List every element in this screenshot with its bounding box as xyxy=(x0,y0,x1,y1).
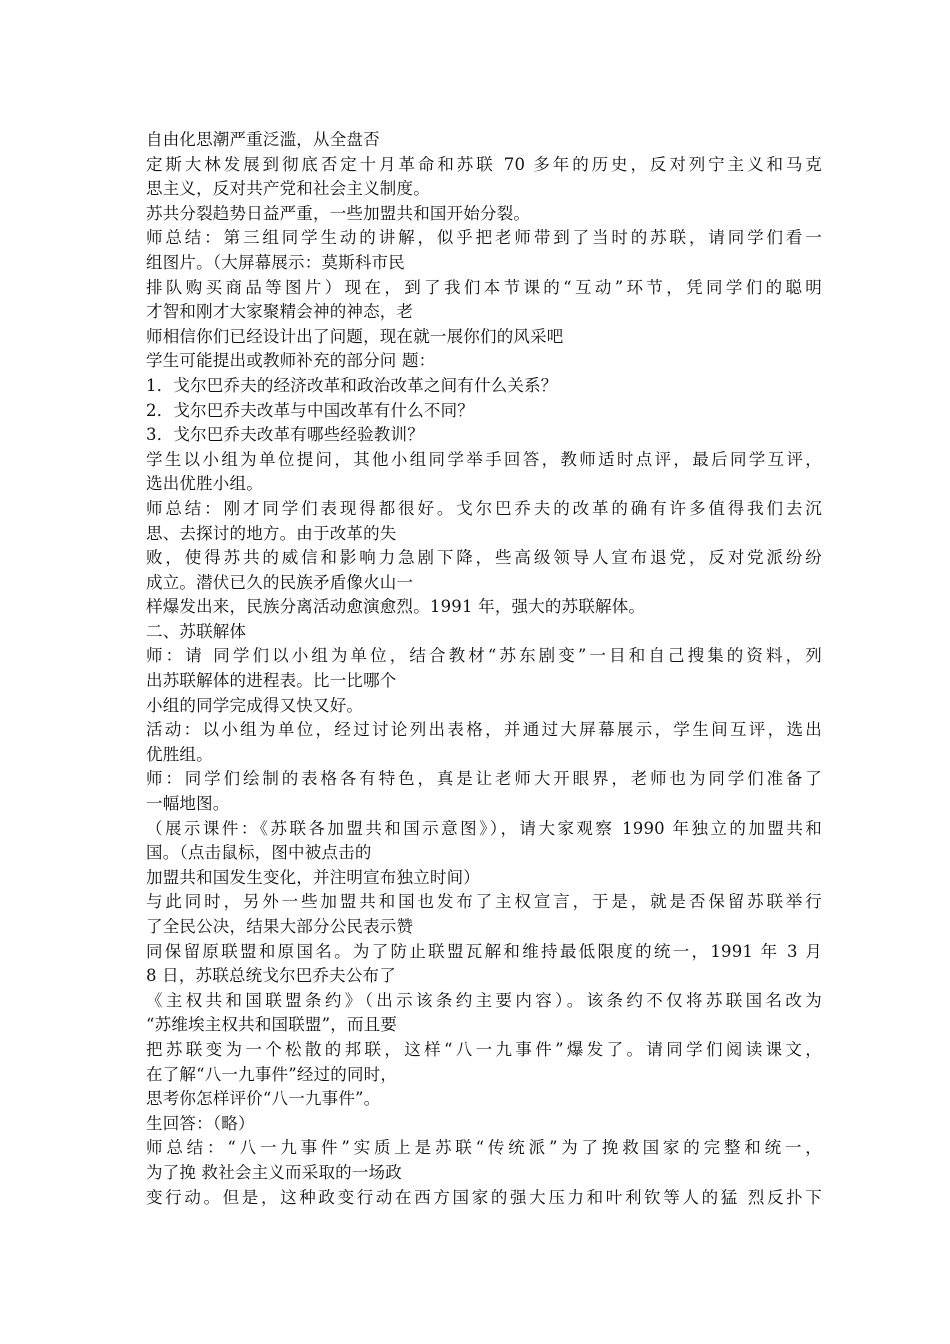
text-line: 选出优胜小组。 xyxy=(146,474,263,494)
text-line: 自由化思潮严重泛滥，从全盘否 xyxy=(146,130,380,149)
text-line: 出苏联解体的进程表。比一比哪个 xyxy=(146,671,397,691)
text-line: 思考你怎样评价“八一九事件”。 xyxy=(146,1089,381,1109)
text-line: 师总结：刚才同学们表现得都很好。戈尔巴乔夫的改革的确有许多值得我们去沉 xyxy=(146,498,822,518)
text-line: 成立。潜伏已久的民族矛盾像火山一 xyxy=(146,572,414,592)
text-line: 加盟共和国发生变化，并注明宣布独立时间） xyxy=(146,867,480,887)
text-line: 师：同学们绘制的表格各有特色，真是让老师大开眼界，老师也为同学们准备了 xyxy=(146,769,822,789)
text-line: 把苏联变为一个松散的邦联，这样“八一九事件”爆发了。请同学们阅读课文， xyxy=(146,1039,822,1059)
text-line: 样爆发出来，民族分离活动愈演愈烈。1991 年，强大的苏联解体。 xyxy=(146,597,646,617)
text-line: 排队购买商品等图片）现在，到了我们本节课的“互动”环节，凭同学们的聪明 xyxy=(146,277,822,297)
text-line: 学生可能提出或教师补充的部分问 题： xyxy=(146,351,436,371)
text-line: 小组的同学完成得又快又好。 xyxy=(146,695,364,715)
text-line: 才智和刚才大家聚精会神的神态，老 xyxy=(146,302,414,322)
text-line: 活动：以小组为单位，经过讨论列出表格，并通过大屏幕展示，学生间互评，选出 xyxy=(146,720,822,740)
text-line: “苏维埃主权共和国联盟”，而且要 xyxy=(146,1015,398,1035)
text-line: 败，使得苏共的威信和影响力急剧下降，些高级领导人宣布退党，反对党派纷纷 xyxy=(146,548,822,568)
text-line: 3．戈尔巴乔夫改革有哪些经验教训？ xyxy=(146,425,424,445)
text-line: 1．戈尔巴乔夫的经济改革和政治改革之间有什么关系？ xyxy=(146,375,558,395)
text-line: 学生以小组为单位提问，其他小组同学举手回答，教师适时点评，最后同学互评， xyxy=(146,449,822,469)
text-line: 了全民公决，结果大部分公民表示赞 xyxy=(146,917,414,936)
text-line: 与此同时，另外一些加盟共和国也发布了主权宣言，于是，就是否保留苏联举行 xyxy=(146,892,822,912)
text-line: （展示课件：《苏联各加盟共和国示意图》），请大家观察 1990 年独立的加盟共和 xyxy=(146,818,822,838)
text-line: 2．戈尔巴乔夫改革与中国改革有什么不同？ xyxy=(146,400,474,420)
text-line: 师总结：“八一九事件”实质上是苏联“传统派”为了挽救国家的完整和统一， xyxy=(146,1138,822,1158)
text-line: 师：请 同学们以小组为单位，结合教材“苏东剧变”一目和自己搜集的资料，列 xyxy=(146,646,822,666)
text-line: 苏共分裂趋势日益严重，一些加盟共和国开始分裂。 xyxy=(146,203,531,223)
text-line: 8 日，苏联总统戈尔巴乔夫公布了 xyxy=(146,966,396,986)
text-line: 优胜组。 xyxy=(146,744,213,764)
text-line: 定斯大林发展到彻底否定十月革命和苏联 70 多年的历史，反对列宁主义和马克 xyxy=(146,154,822,174)
text-line: 变行动。但是，这种政变行动在西方国家的强大压力和叶利钦等人的猛 烈反扑下 xyxy=(146,1187,822,1207)
text-line: 国。（点击鼠标，图中被点击的 xyxy=(146,843,372,863)
text-line: 思主义，反对共产党和社会主义制度。 xyxy=(146,179,430,199)
text-line: 师相信你们已经设计出了问题，现在就一展你们的风采吧 xyxy=(146,326,564,346)
text-line: 在了解“八一九事件”经过的同时， xyxy=(146,1064,398,1084)
text-line: 二、苏联解体 xyxy=(146,621,247,641)
text-line: 师总结：第三组同学生动的讲解，似乎把老师带到了当时的苏联，请同学们看一 xyxy=(146,228,822,248)
text-line: 思、去探讨的地方。由于改革的失 xyxy=(146,523,397,543)
text-line: 《主权共和国联盟条约》（出示该条约主要内容）。该条约不仅将苏联国名改为 xyxy=(146,990,822,1010)
text-line: 一幅地图。 xyxy=(146,794,230,814)
text-line: 为了挽 救社会主义而采取的一场政 xyxy=(146,1162,402,1182)
text-line: 组图片。（大屏幕展示：莫斯科市民 xyxy=(146,252,405,272)
text-line: 生回答：（略） xyxy=(146,1113,255,1133)
text-line: 同保留原联盟和原国名。为了防止联盟瓦解和维持最低限度的统一，1991 年 3 月 xyxy=(146,941,822,961)
